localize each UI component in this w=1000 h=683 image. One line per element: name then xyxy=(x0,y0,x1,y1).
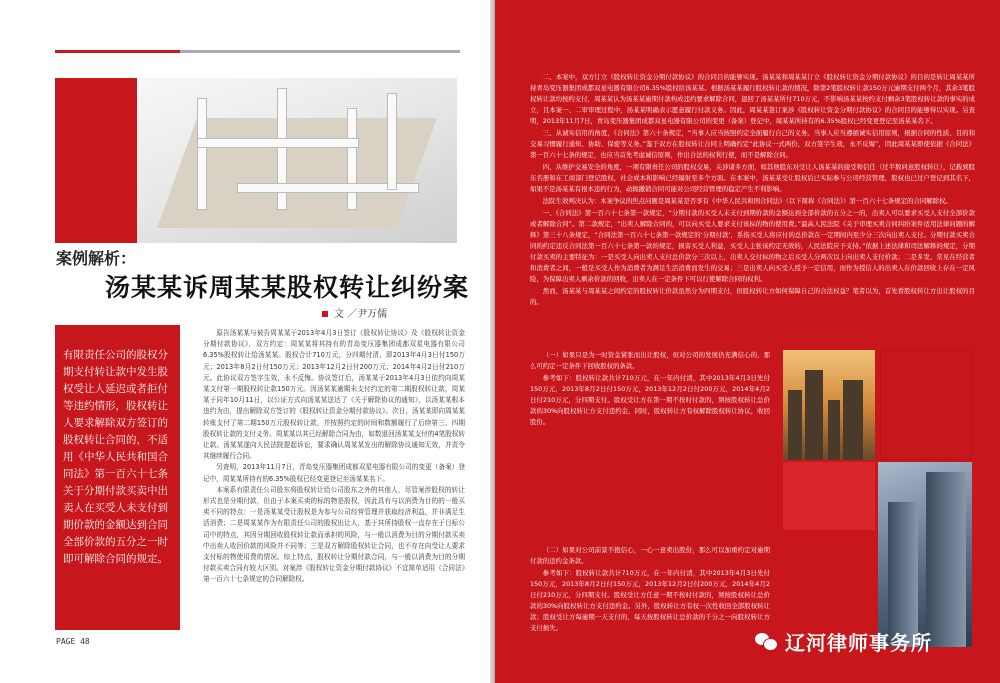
paragraph: 参考如下：股权转让款共计710万元，在一年内付清，其中2013年4月3日先付150万元，2013年8月2日付150万元，2013年12月2日付200万元，2014年4月2日付210万元，分四期支付。股权受让方任意一期不按时付款的，须按股权转让总价款的30%向股权转让方支付违约金。另外，股权转让方有权一次性收回全部股权转让款；股权受让方每逾期一天支付的，每天按股权转让总价款的千分之一向股权转让方支付损失。 xyxy=(530,569,770,632)
wechat-icon xyxy=(755,633,777,651)
paragraph: （一）如果只是为一时资金紧张而出让股权，但对公司的发展仍充满信心的，那么可约定一定条件下回收股权的条款。 xyxy=(530,351,770,370)
paragraph: 本案系有限责任公司股东将股权转让给公司股东之外的其他人，尽管案涉股权的转让形式也是分期付款，但由于本案买卖的标的物是股权，因此具有与以消费为目的的一般买卖不同的特点：一是汤某某受让股权是为参与公司经营管理并获取经济利益，并非满足生活消费；二是周某某作为有限责任公司的股权出让人，基于其所持股权一直存在于目标公司中的特点，其因分期回收股权转让款而承担的风险，与一般以消费为目的分期付款买卖中出卖人收回价款的风险并不同等；三是双方解除股权转让合同，也不存在向受让人要求支付标的物使用费的情况。综上特点，股权转让分期付款合同，与一般以消费为目的分期付款买卖合同有较大区别。对案涉《股权转让资金分期付款协议》不宜简单适用《合同法》第一百六十七条规定的合同解除权。 xyxy=(203,485,465,584)
building-shape xyxy=(788,390,802,460)
right-body-text-bottom xyxy=(530,545,770,635)
paragraph: 原告汤某某与被告周某某于2013年4月3日签订《股权转让协议》及《股权转让资金分期付款协议》，双方约定：周某某将其持有的青岛变压器集团成都双星电器有限公司6.35%股权转让给汤某某。股权合计710万元，分四期付清，即2013年4月3日付150万元；2013年8月2日付150万元；2013年12月2日付200万元；2014年4月2日付210万元。此协议双方签字生效，永不反悔。协议签订后，汤某某于2013年4月3日依约向周某某支付第一期股权转让款150万元。因汤某某逾期未支付约定的第二期股权转让款，周某某于同年10月11日，以公证方式向汤某某送达了《关于解除协议的通知》，以汤某某根本违约为由，提出解除双方签订的《股权转让资金分期付款协议》。次日，汤某某即向周某某转账支付了第二期150万元股权转让款，并按照约定的时间和数额履行了后续第三、四期股权转让款的支付义务。周某某以其已经解除合同为由，如数退回汤某某支付的4笔股权转让款。汤某某遂向人民法院提起诉讼，要求确认周某某发出的解除协议通知无效，并责令其继续履行合同。 xyxy=(203,329,465,461)
page-number: PAGE 48 xyxy=(56,637,90,646)
paragraph: 二、本案中，双方订立《股权转让资金分期付款协议》的合同目的能够实现。汤某某和周某某订立《股权转让资金分期付款协议》的目的是转让周某某所持青岛变压器集团成都双星电器有限公司6.35%股权给汤某某。根据汤某某履行股权转让款的情况，除第2笔股权转让款150万元逾期支付两个月，其余3笔股权转让款均按约支付，周某某认为汤某某逾期付款构成违约要求解除合同，退回了汤某某所付710万元，不影响汤某某按约支付剩余3笔股权转让款的事实的成立，且本案一、二审审理过程中，汤某某明确表示愿意履行付款义务。因此，周某某签订案涉《股权转让资金分期付款协议》的合同目的能够得以实现。另查明，2013年11月7日，青岛变压器集团成都双星电器有限公司的变更（备案）登记中，周某某所持有的6.35%股权已经变更登记至汤某某名下。 xyxy=(530,73,975,125)
header-red-block xyxy=(55,78,137,243)
skyscraper-photo xyxy=(878,462,972,647)
wall-shape xyxy=(197,138,359,148)
building-shape xyxy=(828,400,840,460)
paragraph: 法院生效判决认为：本案争议的焦点问题是周某某是否享有《中华人民共和国合同法》（以下简称《合同法》）第一百六十七条规定的合同解除权。 xyxy=(542,197,952,205)
law-firm-name: 辽河律师事务所 xyxy=(785,631,932,655)
tower-shape xyxy=(926,472,966,647)
wall-shape xyxy=(197,98,207,210)
paragraph: 三、从诚实信用的角度，《合同法》第六十条规定，“当事人应当按照约定全面履行自己的义务。当事人应当遵循诚实信用原则，根据合同的性质、目的和交易习惯履行通知、协助、保密等义务。”鉴于双方在股权转让合同上明确约定“此协议一式两份，双方签字生效，永不反悔”，因此周某某即使依据《合同法》第一百六十七条的规定，也应当首先考虑诚信原则，作出合法的权利行使，而不是解除合同。 xyxy=(530,129,975,159)
case-label: 案例解析： xyxy=(56,249,137,268)
wall-shape xyxy=(347,108,357,210)
building-shape xyxy=(805,370,823,460)
city-sunset-photo xyxy=(783,350,875,460)
paragraph: 四、从维护交易安全的角度，一项有限责任公司的股权交易，关涉诸多方面，如其他股东对受让人汤某某的接受和信任（过半数同意股权转让），记载到股东名册和在工商部门登记股权，社会成本和影响已经辐射至多个方面。在本案中，汤某某受让股权后已实际参与公司经营管理，股权也已过户登记到其名下，如果不是汤某某有根本违约行为，动辄撤销合同可能对公司经营管理的稳定产生不利影响。 xyxy=(530,163,975,193)
law-firm-logo xyxy=(755,627,932,656)
decorative-red-square xyxy=(880,350,972,460)
paragraph: 然而，汤某某与周某某之间约定的股权转让价款虽然分为四期支付，但股权转让方如何保障自己的合法权益？笔者以为，首先看股权转让方出让股权的目的。 xyxy=(530,287,975,306)
paragraph: 参考如下：股权转让款共计710万元，在一年内付清，其中2013年4月3日先付150万元，2013年8月2日付150万元，2013年12月2日付200万元，2014年4月2日付210万元，分四期支付。股权受让方在第一期不按时付款的，须按股权转让总价款的30%向股权转让方支付违约金，同时，股权转让方有权解除股权转让协议，收回股份。 xyxy=(530,374,770,426)
author-text: 文 ／尹万儒 xyxy=(334,309,388,320)
article-title: 汤某某诉周某某股权转让纠纷案 xyxy=(105,273,470,302)
right-body-text-mid xyxy=(530,350,770,429)
left-body-text xyxy=(203,328,465,586)
top-grey-rule xyxy=(180,50,460,53)
building-shape xyxy=(843,380,863,460)
pull-quote: 有限责任公司的股权分期支付转让款中发生股权受让人延迟或者拒付等违约情形，股权转让人要求解除双方签订的股权转让合同的，不适用《中华人民共和国合同法》第一百六十七条关于分期付款买卖中出卖人在买受人未支付到期价款的金额达到合同全部价款的五分之一时即可解除合同的规定。 xyxy=(55,325,180,630)
left-page xyxy=(0,0,490,683)
floorplan-illustration xyxy=(137,78,457,243)
paragraph: （二）如果对公司前景不抱信心，一心一意卖出股份，那么可以加重约定对逾期付款的违约金条款。 xyxy=(530,546,770,565)
paragraph: 一、《合同法》第一百六十七条第一款规定，“分期付款的买受人未支付到期价款的金额达到全部价款的五分之一的，出卖人可以要求买受人支付全部价款或者解除合同”。第二款规定，“出卖人解除合同的，可以向买受人要求支付该标的物的使用费。”最高人民法院《关于审理买卖合同纠纷案件适用法律问题的解释》第三十八条规定，“合同法第一百六十七条第一款规定的‘分期付款’，系指买受人将应付的总价款在一定期间内至少分三次向出卖人支付。分期付款买卖合同的约定违反合同法第一百六十七条第一款的规定，损害买受人利益，买受人主张该约定无效的，人民法院应予支持。”依据上述法律和司法解释的规定，分期付款买卖的主要特征为：一是买受人向出卖人支付总价款分三次以上，出卖人交付标的物之后买受人分两次以上向出卖人支付价款；二是多发、常见在经营者和消费者之间，一般是买受人作为消费者为满足生活消费而发生的交易；三是出卖人向买受人授予一定信用，而作为授信人的出卖人在价款回收上存在一定风险，为保障出卖人剩余价款的回收，出卖人在一定条件下可以行使解除合同的权利。 xyxy=(530,209,975,283)
paragraph: 另查明，2013年11月7日，青岛变压器集团成都双星电器有限公司的变更（备案）登记中，周某某所持有的6.35%股权已经变更登记至汤某某名下。 xyxy=(203,463,465,483)
right-body-text-top xyxy=(530,72,975,309)
tower-shape xyxy=(888,502,918,647)
decorative-red-block xyxy=(783,462,875,530)
wall-shape xyxy=(387,93,397,190)
byline-square-icon xyxy=(322,311,328,317)
author-byline xyxy=(322,305,387,320)
